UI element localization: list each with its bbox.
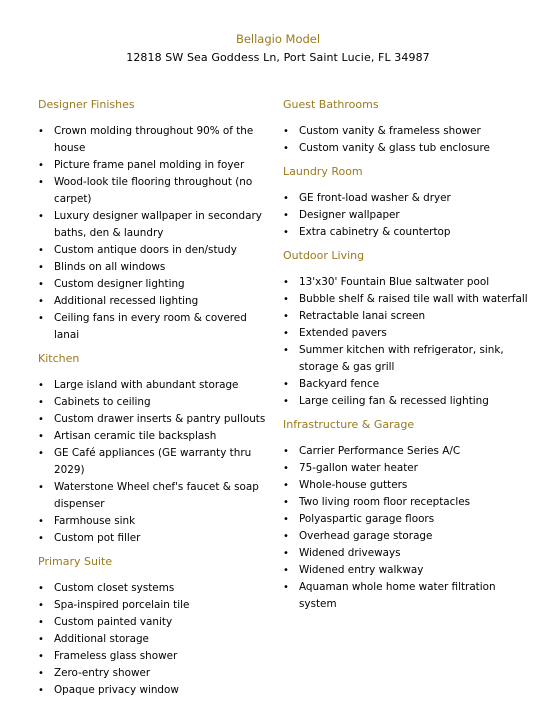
- feature-item: • Artisan ceramic tile backsplash: [38, 428, 274, 445]
- section-heading: Primary Suite: [38, 555, 113, 568]
- feature-list: [38, 377, 274, 547]
- feature-item: • 75-gallon water heater: [283, 460, 528, 477]
- feature-item: • Crown molding throughout 90% of the house: [38, 123, 274, 157]
- feature-item: • Overhead garage storage: [283, 528, 528, 545]
- feature-item: • Aquaman whole home water filtration system: [283, 579, 528, 613]
- feature-list: [38, 580, 274, 699]
- feature-item: • Custom painted vanity: [38, 614, 274, 631]
- section-heading: Laundry Room: [283, 165, 363, 178]
- feature-item: • Custom antique doors in den/study: [38, 242, 274, 259]
- feature-item: • Additional storage: [38, 631, 274, 648]
- feature-item: • Frameless glass shower: [38, 648, 274, 665]
- feature-item: • Opaque privacy window: [38, 682, 274, 699]
- section-kitchen: [38, 350, 274, 547]
- feature-item: • Extra cabinetry & countertop: [283, 224, 528, 241]
- feature-item: • Whole-house gutters: [283, 477, 528, 494]
- feature-item: • Custom vanity & frameless shower: [283, 123, 528, 140]
- feature-item: • Large ceiling fan & recessed lighting: [283, 393, 528, 410]
- feature-list: [38, 123, 274, 344]
- feature-item: • Large island with abundant storage: [38, 377, 274, 394]
- model-title: Bellagio Model: [235, 32, 321, 46]
- feature-item: • Bubble shelf & raised tile wall with waterfall: [283, 291, 528, 308]
- feature-item: • Custom drawer inserts & pantry pullouts: [38, 411, 274, 428]
- section-heading: Infrastructure & Garage: [283, 418, 415, 431]
- section-guest-bathrooms: [283, 96, 528, 157]
- feature-item: • GE front-load washer & dryer: [283, 190, 528, 207]
- property-address: 12818 SW Sea Goddess Ln, Port Saint Lucie, FL 34987: [126, 51, 430, 64]
- section-designer-finishes: [38, 96, 274, 344]
- feature-item: • Retractable lanai screen: [283, 308, 528, 325]
- feature-item: • Blinds on all windows: [38, 259, 274, 276]
- feature-item: • Picture frame panel molding in foyer: [38, 157, 274, 174]
- feature-item: • Additional recessed lighting: [38, 293, 274, 310]
- feature-item: • Widened driveways: [283, 545, 528, 562]
- left-column: [38, 96, 274, 705]
- feature-item: • Extended pavers: [283, 325, 528, 342]
- feature-item: • Wood-look tile flooring throughout (no carpet): [38, 174, 274, 208]
- feature-item: • Custom pot filler: [38, 530, 274, 547]
- feature-item: • Waterstone Wheel chef's faucet & soap dispenser: [38, 479, 274, 513]
- section-heading: Designer Finishes: [38, 98, 135, 111]
- feature-item: • Cabinets to ceiling: [38, 394, 274, 411]
- feature-item: • Ceiling fans in every room & covered lanai: [38, 310, 274, 344]
- feature-item: • Farmhouse sink: [38, 513, 274, 530]
- feature-item: • Luxury designer wallpaper in secondary baths, den & laundry: [38, 208, 274, 242]
- feature-item: • Spa-inspired porcelain tile: [38, 597, 274, 614]
- feature-item: • Custom closet systems: [38, 580, 274, 597]
- feature-item: • Two living room floor receptacles: [283, 494, 528, 511]
- feature-item: • Custom vanity & glass tub enclosure: [283, 140, 528, 157]
- feature-item: • Carrier Performance Series A/C: [283, 443, 528, 460]
- section-heading: Kitchen: [38, 352, 80, 365]
- section-laundry-room: [283, 163, 528, 241]
- feature-item: • GE Café appliances (GE warranty thru 2029): [38, 445, 274, 479]
- section-primary-suite: [38, 553, 274, 699]
- feature-item: • Polyaspartic garage floors: [283, 511, 528, 528]
- feature-item: • Backyard fence: [283, 376, 528, 393]
- feature-item: • Summer kitchen with refrigerator, sink, storage & gas grill: [283, 342, 528, 376]
- feature-list: [283, 190, 528, 241]
- feature-item: • Zero-entry shower: [38, 665, 274, 682]
- feature-item: • Designer wallpaper: [283, 207, 528, 224]
- section-infrastructure-and-garage: [283, 416, 528, 613]
- section-heading: Outdoor Living: [283, 249, 365, 262]
- feature-item: • Custom designer lighting: [38, 276, 274, 293]
- right-column: [283, 96, 528, 619]
- feature-item: • Widened entry walkway: [283, 562, 528, 579]
- section-outdoor-living: [283, 247, 528, 410]
- feature-item: • 13'x30' Fountain Blue saltwater pool: [283, 274, 528, 291]
- section-heading: Guest Bathrooms: [283, 98, 379, 111]
- feature-list: [283, 443, 528, 613]
- feature-list: [283, 274, 528, 410]
- feature-list: [283, 123, 528, 157]
